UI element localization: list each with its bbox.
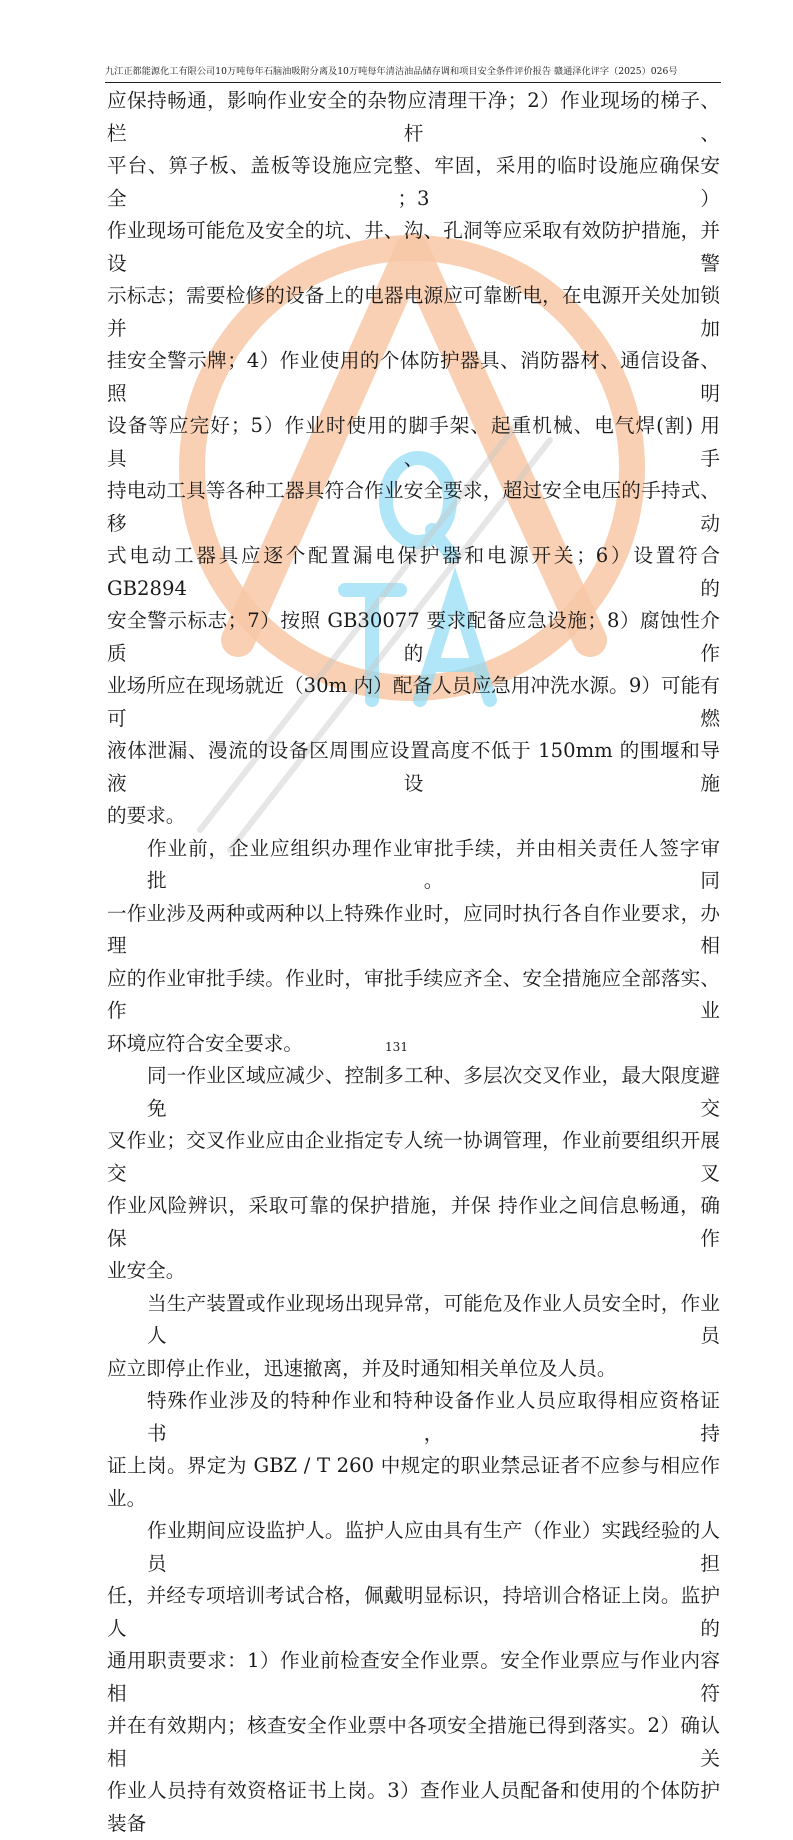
paragraph <box>107 1288 720 1386</box>
text-line: 环境应符合安全要求。 <box>107 1031 303 1055</box>
text-line: 作业现场可能危及安全的坑、井、沟、孔洞等应采取有效防护措施，并设警 <box>107 219 720 275</box>
text-line: 特殊作业涉及的特种作业和特种设备作业人员应取得相应资格证书，持 <box>147 1389 720 1445</box>
text-line: 证上岗。界定为 GBZ / T 260 中规定的职业禁忌证者不应参与相应作业。 <box>107 1454 720 1510</box>
text-line: 设备等应完好；5）作业时使用的脚手架、起重机械、电气焊(割) 用具、手 <box>107 414 720 470</box>
paragraph <box>107 1060 720 1288</box>
text-line: 作业人员持有效资格证书上岗。3）查作业人员配备和使用的个体防护装备 <box>107 1779 720 1835</box>
text-line: 式电动工器具应逐个配置漏电保护器和电源开关；6）设置符合 GB2894 的 <box>107 544 720 600</box>
document-body <box>107 85 720 1840</box>
text-line: 同一作业区域应减少、控制多工种、多层次交叉作业，最大限度避免交 <box>147 1064 720 1120</box>
text-line: 液体泄漏、漫流的设备区周围应设置高度不低于 150mm 的围堰和导液设施 <box>107 739 720 795</box>
text-line: 作业期间应设监护人。监护人应由具有生产（作业）实践经验的人员担 <box>147 1519 720 1575</box>
text-line: 应保持畅通，影响作业安全的杂物应清理干净；2）作业现场的梯子、栏杆、 <box>107 89 720 145</box>
text-line: 并在有效期内；核查安全作业票中各项安全措施已得到落实。2）确认相关 <box>107 1714 720 1770</box>
text-line: 的要求。 <box>107 804 186 827</box>
text-line: 作业风险辨识，采取可靠的保护措施，并保 持作业之间信息畅通，确保作 <box>107 1194 720 1250</box>
text-line: 叉作业；交叉作业应由企业指定专人统一协调管理，作业前要组织开展交叉 <box>107 1129 720 1185</box>
page-number: 131 <box>385 1040 408 1054</box>
text-line: 业场所应在现场就近（30m 内）配备人员应急用冲洗水源。9）可能有可燃 <box>107 674 720 730</box>
text-line: 作业前，企业应组织办理作业审批手续，并由相关责任人签字审批。同 <box>147 836 720 892</box>
text-line: 通用职责要求：1）作业前检查安全作业票。安全作业票应与作业内容相符 <box>107 1649 720 1705</box>
text-line: 挂安全警示牌；4）作业使用的个体防护器具、消防器材、通信设备、照明 <box>107 349 720 405</box>
paragraph <box>107 1385 720 1515</box>
paragraph <box>107 1515 720 1840</box>
running-header: 九江正都能源化工有限公司10万吨每年石脑油吸附分离及10万吨每年清洁油品储存调和项目安全条件评价报告 赣通泽化评字（2025）026号 <box>105 64 721 83</box>
paragraph <box>107 833 720 1061</box>
text-line: 一作业涉及两种或两种以上特殊作业时，应同时执行各自作业要求，办理相 <box>107 901 720 957</box>
text-line: 安全警示标志；7）按照 GB30077 要求配备应急设施；8）腐蚀性介质的作 <box>107 609 720 665</box>
text-line: 平台、箅子板、盖板等设施应完整、牢固，采用的临时设施应确保安全；3） <box>107 154 720 210</box>
text-line: 任，并经专项培训考试合格，佩戴明显标识，持培训合格证上岗。监护人的 <box>107 1584 720 1640</box>
paragraph <box>107 85 720 833</box>
text-line: 应的作业审批手续。作业时，审批手续应齐全、安全措施应全部落实、作业 <box>107 966 720 1022</box>
text-line: 持电动工具等各种工器具符合作业安全要求，超过安全电压的手持式、移动 <box>107 479 720 535</box>
text-line: 示标志；需要检修的设备上的电器电源应可靠断电，在电源开关处加锁并加 <box>107 284 720 340</box>
text-line: 业安全。 <box>107 1259 186 1282</box>
text-line: 当生产装置或作业现场出现异常，可能危及作业人员安全时，作业人员 <box>147 1291 720 1347</box>
text-line: 应立即停止作业，迅速撤离，并及时通知相关单位及人员。 <box>107 1356 617 1380</box>
